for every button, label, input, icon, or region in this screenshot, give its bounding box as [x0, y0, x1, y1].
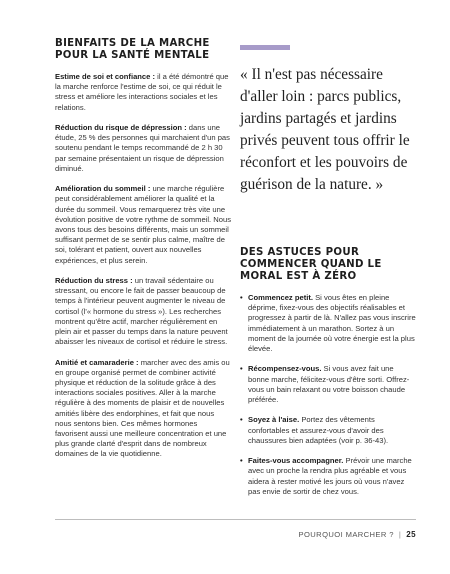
running-head: POURQUOI MARCHER ?	[298, 530, 394, 539]
list-item	[240, 293, 416, 354]
bullet-icon: •	[240, 456, 243, 466]
paragraph-text: un travail sédentaire ou stressant, ou encore le fait de passer beaucoup de temps à l'intérieur peuvent augmenter le niveau de cortisol (l'« hormone du stress »). Les recherches montrent qu'être actif, marcher régulièrement en plein air et passer du temps dans la nature peuvent abaisser les niveaux de cortisol et réduire le stress.	[55, 276, 228, 347]
footer-separator: |	[398, 530, 402, 539]
paragraph-stress	[55, 276, 231, 347]
list-item	[240, 415, 416, 446]
paragraph-title: Estime de soi et confiance :	[55, 72, 156, 81]
list-item	[240, 456, 416, 497]
paragraph-friendship	[55, 358, 231, 460]
tip-text: Portez des vêtements confortables et assurez-vous d'avoir des chaussures bien adaptées (voir p. 36-43).	[248, 415, 389, 445]
paragraph-text: il a été démontré que la marche renforce l'estime de soi, ce qui réduit le stress et améliore les interactions sociales et les relations.	[55, 72, 229, 112]
tip-text: Prévoir une marche avec un proche la rendra plus agréable et vous aidera à rester motivé les jours où vous n'avez pas envie de sortir de chez vous.	[248, 456, 412, 496]
paragraph-depression	[55, 123, 231, 174]
tip-title: Récompensez-vous.	[248, 364, 322, 374]
bullet-icon: •	[240, 415, 243, 425]
tip-title: Soyez à l'aise.	[248, 415, 300, 425]
footer-divider	[55, 519, 416, 520]
page-footer	[299, 530, 416, 539]
tip-text: Si vous avez fait une bonne marche, félicitez-vous d'être sorti. Offrez-vous un bain relaxant ou votre boisson chaude préférée.	[248, 364, 410, 405]
tips-list	[240, 293, 416, 497]
accent-bar	[240, 45, 290, 50]
page-number: 25	[406, 530, 416, 539]
right-column	[240, 45, 416, 507]
tip-text: Si vous êtes en pleine déprime, fixez-vous des objectifs réalisables et progressez à partir de là. N'allez pas vous inscrire immédiatement à un marathon. Sortez à un moment de la journée où votre énergie est la plus élevée.	[248, 293, 416, 354]
paragraph-title: Réduction du risque de dépression :	[55, 123, 187, 132]
paragraph-sleep	[55, 184, 231, 266]
paragraph-text: dans une étude, 25 % des personnes qui marchaient d'un pas soutenu pendant le temps recommandé de 2 h 30 par semaine présentaient un risque de dépression diminué.	[55, 123, 230, 173]
bullet-icon: •	[240, 293, 243, 302]
left-column	[55, 38, 231, 470]
paragraph-text: marcher avec des amis ou en groupe organisé permet de combiner activité physique et réduction de la solitude grâce à des interactions sociales positives. Aller à la marche régulière à des moments de plaisir et de nouvelles amitiés libère des endorphines, et fait que nous nous sentons bien. Ces mêmes hormones favorisent aussi une meilleure concentration et une plus grande clarté d'esprit dans de nombreux domaines de la vie quotidienne.	[55, 357, 230, 459]
paragraph-title: Réduction du stress :	[55, 276, 133, 286]
section-heading: BIENFAITS DE LA MARCHE POUR LA SANTÉ MENTALE	[55, 38, 210, 61]
list-item	[240, 364, 416, 405]
paragraph-self-esteem	[55, 72, 231, 113]
tip-title: Commencez petit.	[248, 293, 313, 302]
paragraph-text: une marche régulière peut considérablement améliorer la qualité et la durée du sommeil. Vous remarquerez très vite une évolution positive de votre rythme de sommeil. Nous avons tous des besoins différents, mais un sommeil suffisant permet de se sentir plus calme, maître de soi, tolérant et patient, ouvert aux nouvelles expériences, et plus serein.	[55, 184, 232, 265]
pull-quote: « Il n'est pas nécessaire d'aller loin : parcs publics, jardins partagés et jardins privés peuvent tous offrir le réconfort et les pouvoirs de guérison de la nature. »	[240, 66, 410, 193]
tip-title: Faites-vous accompagner.	[248, 456, 344, 466]
paragraph-title: Amélioration du sommeil :	[55, 184, 151, 194]
tips-heading: DES ASTUCES POUR COMMENCER QUAND LE MORAL EST À ZÉRO	[240, 247, 382, 282]
paragraph-title: Amitié et camaraderie :	[55, 357, 139, 367]
bullet-icon: •	[240, 364, 243, 374]
